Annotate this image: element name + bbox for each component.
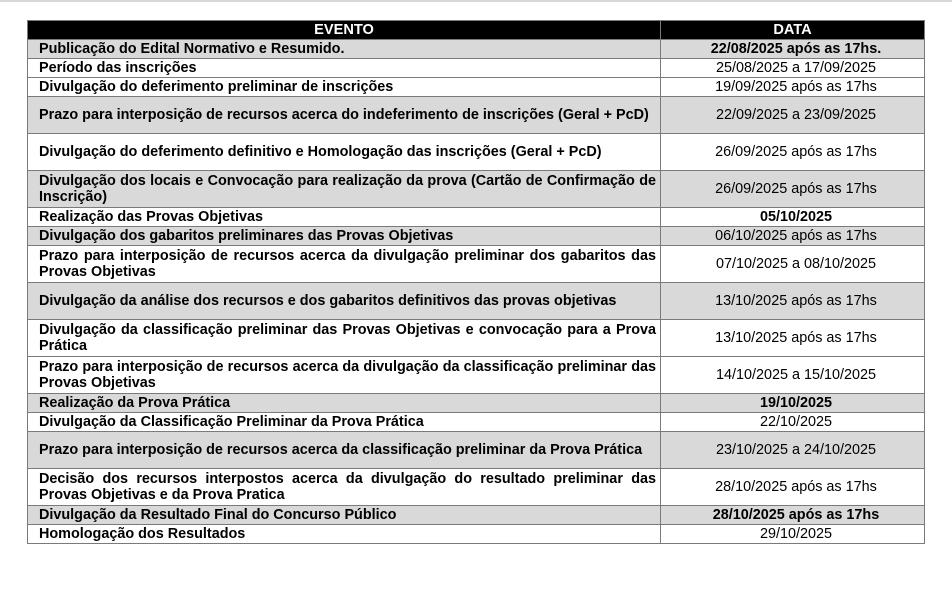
date-cell: 06/10/2025 após as 17hs (661, 227, 925, 246)
table-row (28, 134, 925, 171)
date-cell: 26/09/2025 após as 17hs (661, 171, 925, 208)
table-row (28, 525, 925, 544)
date-cell: 19/10/2025 (661, 394, 925, 413)
date-cell: 28/10/2025 após as 17hs (661, 469, 925, 506)
event-cell: Divulgação dos gabaritos preliminares das Provas Objetivas (28, 227, 661, 246)
date-cell: 14/10/2025 a 15/10/2025 (661, 357, 925, 394)
event-cell: Divulgação do deferimento definitivo e Homologação das inscrições (Geral + PcD) (28, 134, 661, 171)
event-cell: Divulgação do deferimento preliminar de inscrições (28, 78, 661, 97)
date-cell: 13/10/2025 após as 17hs (661, 320, 925, 357)
top-divider (0, 0, 952, 2)
event-cell: Divulgação dos locais e Convocação para realização da prova (Cartão de Confirmação de Inscrição) (28, 171, 661, 208)
table-row (28, 246, 925, 283)
date-cell: 07/10/2025 a 08/10/2025 (661, 246, 925, 283)
table-row (28, 208, 925, 227)
date-cell: 22/10/2025 (661, 413, 925, 432)
column-header-evento: EVENTO (28, 21, 661, 40)
event-cell: Realização das Provas Objetivas (28, 208, 661, 227)
table-row (28, 283, 925, 320)
event-cell: Decisão dos recursos interpostos acerca da divulgação do resultado preliminar das Provas Objetivas e da Prova Pratica (28, 469, 661, 506)
event-cell: Período das inscrições (28, 59, 661, 78)
event-cell: Divulgação da Classificação Preliminar da Prova Prática (28, 413, 661, 432)
event-cell: Homologação dos Resultados (28, 525, 661, 544)
table-row (28, 97, 925, 134)
event-cell: Divulgação da análise dos recursos e dos gabaritos definitivos das provas objetivas (28, 283, 661, 320)
event-cell: Prazo para interposição de recursos acerca do indeferimento de inscrições (Geral + PcD) (28, 97, 661, 134)
table-row (28, 413, 925, 432)
event-cell: Prazo para interposição de recursos acerca da divulgação preliminar dos gabaritos das Provas Objetivas (28, 246, 661, 283)
date-cell: 22/09/2025 a 23/09/2025 (661, 97, 925, 134)
event-cell: Divulgação da Resultado Final do Concurso Público (28, 506, 661, 525)
table-row (28, 320, 925, 357)
table-row (28, 59, 925, 78)
table-row (28, 432, 925, 469)
schedule-rows (28, 40, 925, 544)
table-row (28, 469, 925, 506)
event-cell: Prazo para interposição de recursos acerca da divulgação da classificação preliminar das Provas Objetivas (28, 357, 661, 394)
table-row (28, 227, 925, 246)
event-cell: Prazo para interposição de recursos acerca da classificação preliminar da Prova Prática (28, 432, 661, 469)
date-cell: 25/08/2025 a 17/09/2025 (661, 59, 925, 78)
table-row (28, 78, 925, 97)
date-cell: 13/10/2025 após as 17hs (661, 283, 925, 320)
date-cell: 22/08/2025 após as 17hs. (661, 40, 925, 59)
date-cell: 26/09/2025 após as 17hs (661, 134, 925, 171)
table-row (28, 506, 925, 525)
event-cell: Publicação do Edital Normativo e Resumido. (28, 40, 661, 59)
date-cell: 19/09/2025 após as 17hs (661, 78, 925, 97)
date-cell: 28/10/2025 após as 17hs (661, 506, 925, 525)
date-cell: 23/10/2025 a 24/10/2025 (661, 432, 925, 469)
date-cell: 05/10/2025 (661, 208, 925, 227)
table-row (28, 171, 925, 208)
table-row (28, 357, 925, 394)
event-cell: Realização da Prova Prática (28, 394, 661, 413)
event-cell: Divulgação da classificação preliminar das Provas Objetivas e convocação para a Prova Prática (28, 320, 661, 357)
table-header-row (28, 21, 925, 40)
table-row (28, 40, 925, 59)
schedule-table (27, 20, 925, 544)
table-row (28, 394, 925, 413)
date-cell: 29/10/2025 (661, 525, 925, 544)
column-header-data: DATA (661, 21, 925, 40)
